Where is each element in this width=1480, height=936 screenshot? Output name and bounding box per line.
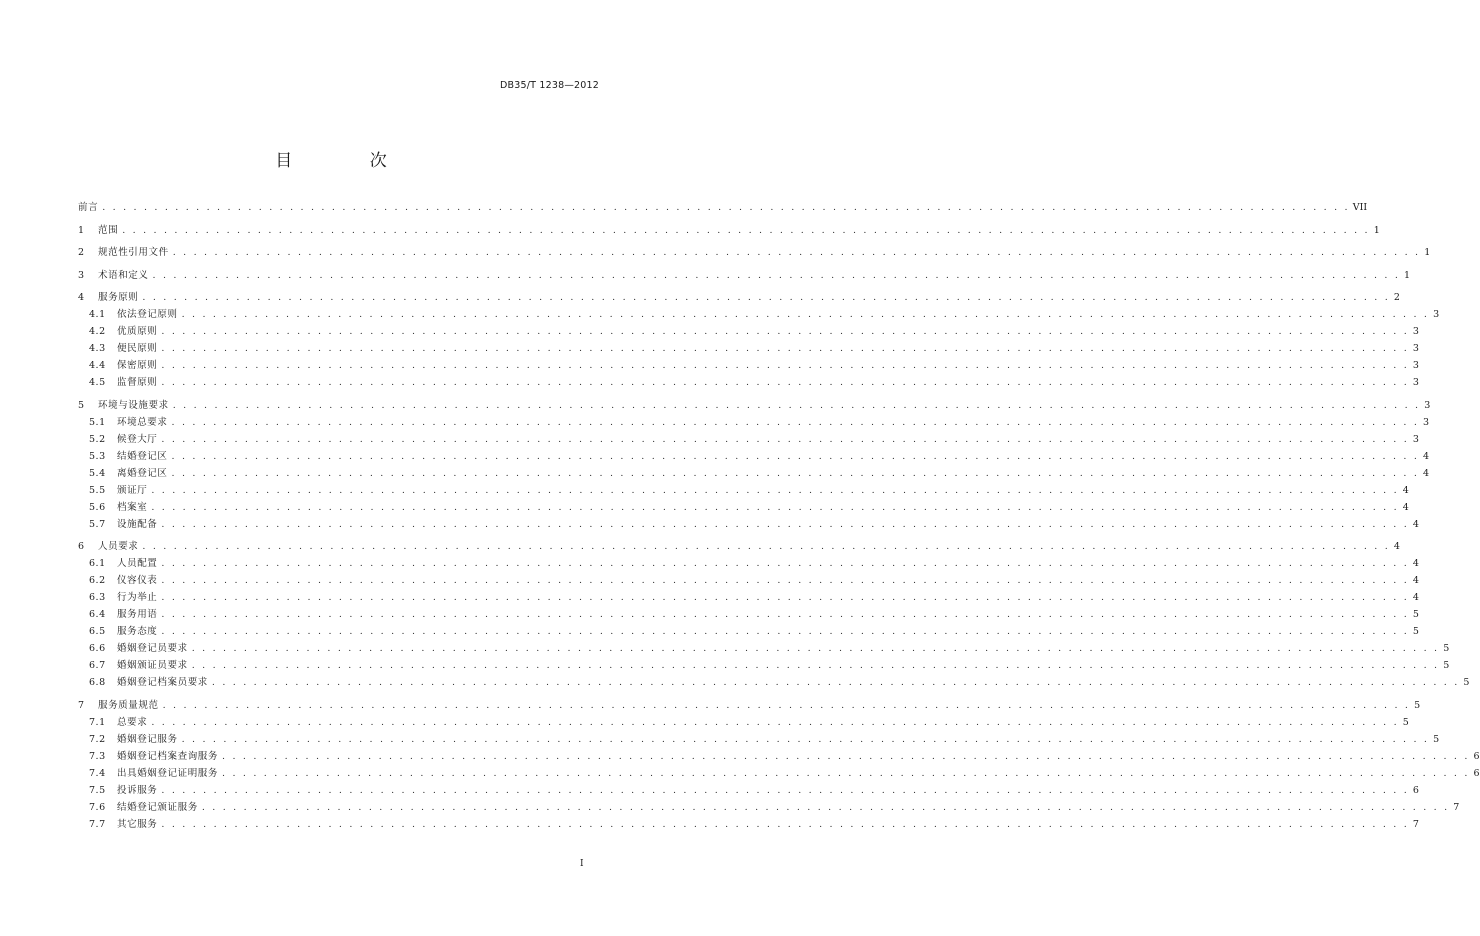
toc-entry-number: 5.4 [89, 467, 106, 479]
toc-leader-dots: . . . . . . . . . . . . . . . . . . . . . . . . . . . . . . . . . . . . . . . . . . . . . . . . . . . . . . . . . . . . . . . . . . . . . . . . . . . . . . . . . . . . . . . . . . . . . . . . . . . . . . . . . . . . . . . . . . . . . . . . [161, 818, 1409, 830]
toc-subentry [78, 482, 1409, 499]
toc-entry-page: VII [1352, 202, 1368, 213]
toc-entry-number: 5.1 [89, 416, 106, 428]
toc-entry-number: 4.5 [89, 377, 106, 388]
toc-leader-dots: . . . . . . . . . . . . . . . . . . . . . . . . . . . . . . . . . . . . . . . . . . . . . . . . . . . . . . . . . . . . . . . . . . . . . . . . . . . . . . . . . . . . . . . . . . . . . . . . . . . . . . . . . . . . . . . . . . . . . . . . [152, 269, 1401, 281]
toc-entry-number: 5.2 [89, 433, 106, 445]
toc-subentry [78, 499, 1409, 516]
toc-entry-label: 保密原则 [117, 360, 158, 371]
toc-entry-number: 6.4 [89, 609, 106, 620]
toc-entry-label: 离婚登记区 [117, 467, 168, 479]
toc-leader-dots: . . . . . . . . . . . . . . . . . . . . . . . . . . . . . . . . . . . . . . . . . . . . . . . . . . . . . . . . . . . . . . . . . . . . . . . . . . . . . . . . . . . . . . . . . . . . . . . . . . . . . . . . . . . . . . . . . . . . . . . . [161, 360, 1409, 371]
toc-entry-label: 档案室 [117, 501, 148, 513]
toc-entry-number: 2 [78, 247, 85, 258]
toc-entry-label: 监督原则 [117, 377, 158, 388]
toc-subentry [78, 657, 1450, 674]
toc-entry-label: 环境与设施要求 [98, 399, 169, 411]
toc-entry-page: 5 [1402, 716, 1409, 728]
toc-subentry [78, 674, 1470, 691]
toc-entry-page: 6 [1473, 767, 1480, 779]
toc-entry-page: 3 [1412, 433, 1419, 445]
toc-entry-number: 6.8 [89, 677, 106, 688]
toc-leader-dots: . . . . . . . . . . . . . . . . . . . . . . . . . . . . . . . . . . . . . . . . . . . . . . . . . . . . . . . . . . . . . . . . . . . . . . . . . . . . . . . . . . . . . . . . . . . . . . . . . . . . . . . . . . . . . . . . . . . . . . . . [151, 484, 1399, 496]
toc-leader-dots: . . . . . . . . . . . . . . . . . . . . . . . . . . . . . . . . . . . . . . . . . . . . . . . . . . . . . . . . . . . . . . . . . . . . . . . . . . . . . . . . . . . . . . . . . . . . . . . . . . . . . . . . . . . . . . . . . . . . . . . . [102, 202, 1350, 213]
toc-entry-page: 4 [1412, 518, 1419, 530]
toc-entry-page: 4 [1412, 575, 1419, 586]
toc-entry-page: 4 [1423, 467, 1430, 479]
toc-leader-dots: . . . . . . . . . . . . . . . . . . . . . . . . . . . . . . . . . . . . . . . . . . . . . . . . . . . . . . . . . . . . . . . . . . . . . . . . . . . . . . . . . . . . . . . . . . . . . . . . . . . . . . . . . . . . . . . . . . . . . . . . [142, 541, 1390, 552]
toc-entry-page: 4 [1412, 558, 1419, 569]
toc-entry [78, 199, 1368, 216]
toc-entry-page: 4 [1423, 450, 1430, 462]
toc-subentry [78, 572, 1419, 589]
page-number: I [580, 859, 584, 869]
toc-entry-page: 4 [1412, 592, 1419, 603]
toc-entry-page: 5 [1414, 699, 1421, 711]
toc-entry-page: 7 [1453, 801, 1460, 813]
toc-subentry [78, 516, 1419, 533]
toc-entry-page: 5 [1443, 643, 1450, 654]
toc-subentry [78, 465, 1430, 482]
toc-entry-number: 5.6 [89, 501, 106, 513]
toc-entry-page: 3 [1423, 416, 1430, 428]
toc-entry-page: 3 [1412, 377, 1419, 388]
toc-entry [78, 289, 1400, 306]
toc-leader-dots: . . . . . . . . . . . . . . . . . . . . . . . . . . . . . . . . . . . . . . . . . . . . . . . . . . . . . . . . . . . . . . . . . . . . . . . . . . . . . . . . . . . . . . . . . . . . . . . . . . . . . . . . . . . . . . . . . . . . . . . . [162, 699, 1411, 711]
toc-entry-number: 4.1 [89, 309, 106, 320]
toc-entry-label: 仪容仪表 [117, 575, 158, 586]
toc-entry-label: 服务质量规范 [98, 699, 159, 711]
toc-leader-dots: . . . . . . . . . . . . . . . . . . . . . . . . . . . . . . . . . . . . . . . . . . . . . . . . . . . . . . . . . . . . . . . . . . . . . . . . . . . . . . . . . . . . . . . . . . . . . . . . . . . . . . . . . . . . . . . . . . . . . . . . [171, 467, 1420, 479]
toc-entry-label: 婚姻登记服务 [117, 733, 178, 745]
toc-entry-page: 5 [1412, 609, 1419, 620]
toc-subentry [78, 555, 1419, 572]
toc-entry-label: 结婚登记区 [117, 450, 168, 462]
toc-entry-page: 3 [1412, 343, 1419, 354]
toc-subentry [78, 765, 1480, 782]
toc-entry-page: 6 [1412, 784, 1419, 796]
toc-leader-dots: . . . . . . . . . . . . . . . . . . . . . . . . . . . . . . . . . . . . . . . . . . . . . . . . . . . . . . . . . . . . . . . . . . . . . . . . . . . . . . . . . . . . . . . . . . . . . . . . . . . . . . . . . . . . . . . . . . . . . . . . [171, 450, 1420, 462]
toc-subentry [78, 640, 1450, 657]
toc-entry-label: 人员配置 [117, 558, 158, 569]
toc-leader-dots: . . . . . . . . . . . . . . . . . . . . . . . . . . . . . . . . . . . . . . . . . . . . . . . . . . . . . . . . . . . . . . . . . . . . . . . . . . . . . . . . . . . . . . . . . . . . . . . . . . . . . . . . . . . . . . . . . . . . . . . . [171, 416, 1420, 428]
toc-subentry [78, 731, 1440, 748]
toc-entry-number: 3 [78, 269, 85, 281]
toc-subentry [78, 748, 1480, 765]
toc-entry-number: 5.5 [89, 484, 106, 496]
toc-entry-number: 7.4 [89, 767, 106, 779]
toc-leader-dots: . . . . . . . . . . . . . . . . . . . . . . . . . . . . . . . . . . . . . . . . . . . . . . . . . . . . . . . . . . . . . . . . . . . . . . . . . . . . . . . . . . . . . . . . . . . . . . . . . . . . . . . . . . . . . . . . . . . . . . . . [161, 377, 1409, 388]
toc-entry-label: 候登大厅 [117, 433, 158, 445]
toc-entry-page: 4 [1402, 484, 1409, 496]
toc-entry-page: 5 [1433, 733, 1440, 745]
toc-leader-dots: . . . . . . . . . . . . . . . . . . . . . . . . . . . . . . . . . . . . . . . . . . . . . . . . . . . . . . . . . . . . . . . . . . . . . . . . . . . . . . . . . . . . . . . . . . . . . . . . . . . . . . . . . . . . . . . . . . . . . . . . [151, 716, 1399, 728]
toc-entry [78, 538, 1400, 555]
toc-entry-page: 2 [1393, 292, 1400, 303]
toc-subentry [78, 374, 1419, 391]
toc-entry-number: 5.3 [89, 450, 106, 462]
toc-entry-page: 3 [1412, 360, 1419, 371]
toc-subentry [78, 357, 1419, 374]
toc-entry-label: 出具婚姻登记证明服务 [117, 767, 219, 779]
table-of-contents [78, 199, 1480, 833]
toc-entry-page: 5 [1412, 626, 1419, 637]
toc-entry-number: 7 [78, 699, 85, 711]
toc-subentry [78, 782, 1419, 799]
toc-entry-label: 服务用语 [117, 609, 158, 620]
toc-entry-number: 6 [78, 541, 85, 552]
toc-subentry [78, 306, 1440, 323]
toc-leader-dots: . . . . . . . . . . . . . . . . . . . . . . . . . . . . . . . . . . . . . . . . . . . . . . . . . . . . . . . . . . . . . . . . . . . . . . . . . . . . . . . . . . . . . . . . . . . . . . . . . . . . . . . . . . . . . . . . . . . . . . . . [122, 224, 1370, 236]
toc-entry-label: 设施配备 [117, 518, 158, 530]
toc-entry-number: 7.1 [89, 716, 106, 728]
toc-entry-page: 1 [1404, 269, 1411, 281]
toc-entry-number: 4.4 [89, 360, 106, 371]
toc-leader-dots: . . . . . . . . . . . . . . . . . . . . . . . . . . . . . . . . . . . . . . . . . . . . . . . . . . . . . . . . . . . . . . . . . . . . . . . . . . . . . . . . . . . . . . . . . . . . . . . . . . . . . . . . . . . . . . . . . . . . . . . . [181, 733, 1430, 745]
toc-leader-dots: . . . . . . . . . . . . . . . . . . . . . . . . . . . . . . . . . . . . . . . . . . . . . . . . . . . . . . . . . . . . . . . . . . . . . . . . . . . . . . . . . . . . . . . . . . . . . . . . . . . . . . . . . . . . . . . . . . . . . . . . [142, 292, 1390, 303]
toc-entry-number: 6.3 [89, 592, 106, 603]
toc-entry-page: 3 [1424, 399, 1431, 411]
toc-entry-label: 婚姻登记档案员要求 [117, 677, 208, 688]
toc-leader-dots: . . . . . . . . . . . . . . . . . . . . . . . . . . . . . . . . . . . . . . . . . . . . . . . . . . . . . . . . . . . . . . . . . . . . . . . . . . . . . . . . . . . . . . . . . . . . . . . . . . . . . . . . . . . . . . . . . . . . . . . . [161, 575, 1409, 586]
toc-entry-number: 6.6 [89, 643, 106, 654]
toc-entry-label: 前言 [78, 202, 99, 213]
toc-entry-number: 5 [78, 399, 85, 411]
toc-leader-dots: . . . . . . . . . . . . . . . . . . . . . . . . . . . . . . . . . . . . . . . . . . . . . . . . . . . . . . . . . . . . . . . . . . . . . . . . . . . . . . . . . . . . . . . . . . . . . . . . . . . . . . . . . . . . . . . . . . . . . . . . [161, 592, 1409, 603]
toc-entry-label: 婚姻登记档案查询服务 [117, 750, 219, 762]
toc-subentry [78, 448, 1430, 465]
toc-leader-dots: . . . . . . . . . . . . . . . . . . . . . . . . . . . . . . . . . . . . . . . . . . . . . . . . . . . . . . . . . . . . . . . . . . . . . . . . . . . . . . . . . . . . . . . . . . . . . . . . . . . . . . . . . . . . . . . . . . . . . . . . [161, 326, 1409, 337]
toc-entry-number: 7.7 [89, 818, 106, 830]
toc-entry-number: 6.7 [89, 660, 106, 671]
toc-subentry [78, 323, 1419, 340]
toc-leader-dots: . . . . . . . . . . . . . . . . . . . . . . . . . . . . . . . . . . . . . . . . . . . . . . . . . . . . . . . . . . . . . . . . . . . . . . . . . . . . . . . . . . . . . . . . . . . . . . . . . . . . . . . . . . . . . . . . . . . . . . . . [222, 767, 1470, 779]
toc-subentry [78, 431, 1419, 448]
toc-entry-label: 婚姻颁证员要求 [117, 660, 188, 671]
toc-leader-dots: . . . . . . . . . . . . . . . . . . . . . . . . . . . . . . . . . . . . . . . . . . . . . . . . . . . . . . . . . . . . . . . . . . . . . . . . . . . . . . . . . . . . . . . . . . . . . . . . . . . . . . . . . . . . . . . . . . . . . . . . [172, 399, 1421, 411]
toc-subentry [78, 816, 1419, 833]
toc-entry-label: 优质原则 [117, 326, 158, 337]
toc-entry-page: 1 [1424, 247, 1431, 258]
toc-entry-label: 术语和定义 [98, 269, 149, 281]
toc-subentry [78, 714, 1409, 731]
toc-leader-dots: . . . . . . . . . . . . . . . . . . . . . . . . . . . . . . . . . . . . . . . . . . . . . . . . . . . . . . . . . . . . . . . . . . . . . . . . . . . . . . . . . . . . . . . . . . . . . . . . . . . . . . . . . . . . . . . . . . . . . . . . [161, 518, 1409, 530]
toc-leader-dots: . . . . . . . . . . . . . . . . . . . . . . . . . . . . . . . . . . . . . . . . . . . . . . . . . . . . . . . . . . . . . . . . . . . . . . . . . . . . . . . . . . . . . . . . . . . . . . . . . . . . . . . . . . . . . . . . . . . . . . . . [201, 801, 1450, 813]
toc-entry-label: 结婚登记颁证服务 [117, 801, 198, 813]
toc-leader-dots: . . . . . . . . . . . . . . . . . . . . . . . . . . . . . . . . . . . . . . . . . . . . . . . . . . . . . . . . . . . . . . . . . . . . . . . . . . . . . . . . . . . . . . . . . . . . . . . . . . . . . . . . . . . . . . . . . . . . . . . . [211, 677, 1460, 688]
toc-leader-dots: . . . . . . . . . . . . . . . . . . . . . . . . . . . . . . . . . . . . . . . . . . . . . . . . . . . . . . . . . . . . . . . . . . . . . . . . . . . . . . . . . . . . . . . . . . . . . . . . . . . . . . . . . . . . . . . . . . . . . . . . [181, 309, 1430, 320]
toc-entry-page: 1 [1373, 224, 1380, 236]
toc-subentry [78, 589, 1419, 606]
toc-entry-number: 5.7 [89, 518, 106, 530]
toc-subentry [78, 623, 1419, 640]
toc-entry-page: 6 [1473, 750, 1480, 762]
toc-entry-label: 行为举止 [117, 592, 158, 603]
toc-leader-dots: . . . . . . . . . . . . . . . . . . . . . . . . . . . . . . . . . . . . . . . . . . . . . . . . . . . . . . . . . . . . . . . . . . . . . . . . . . . . . . . . . . . . . . . . . . . . . . . . . . . . . . . . . . . . . . . . . . . . . . . . [161, 609, 1409, 620]
toc-entry-number: 4 [78, 292, 85, 303]
toc-entry-number: 6.1 [89, 558, 106, 569]
toc-entry-label: 颁证厅 [117, 484, 148, 496]
toc-entry [78, 697, 1421, 714]
toc-entry-label: 投诉服务 [117, 784, 158, 796]
toc-entry-number: 6.5 [89, 626, 106, 637]
toc-entry-number: 7.6 [89, 801, 106, 813]
toc-entry-number: 6.2 [89, 575, 106, 586]
toc-leader-dots: . . . . . . . . . . . . . . . . . . . . . . . . . . . . . . . . . . . . . . . . . . . . . . . . . . . . . . . . . . . . . . . . . . . . . . . . . . . . . . . . . . . . . . . . . . . . . . . . . . . . . . . . . . . . . . . . . . . . . . . . [191, 660, 1440, 671]
toc-entry-page: 5 [1443, 660, 1450, 671]
document-code: DB35/T 1238—2012 [500, 80, 599, 91]
toc-entry-label: 便民原则 [117, 343, 158, 354]
toc-leader-dots: . . . . . . . . . . . . . . . . . . . . . . . . . . . . . . . . . . . . . . . . . . . . . . . . . . . . . . . . . . . . . . . . . . . . . . . . . . . . . . . . . . . . . . . . . . . . . . . . . . . . . . . . . . . . . . . . . . . . . . . . [161, 433, 1409, 445]
toc-entry-label: 服务态度 [117, 626, 158, 637]
toc-entry-label: 总要求 [117, 716, 148, 728]
toc-entry-number: 7.2 [89, 733, 106, 745]
toc-leader-dots: . . . . . . . . . . . . . . . . . . . . . . . . . . . . . . . . . . . . . . . . . . . . . . . . . . . . . . . . . . . . . . . . . . . . . . . . . . . . . . . . . . . . . . . . . . . . . . . . . . . . . . . . . . . . . . . . . . . . . . . . [161, 343, 1409, 354]
toc-entry-label: 其它服务 [117, 818, 158, 830]
toc-leader-dots: . . . . . . . . . . . . . . . . . . . . . . . . . . . . . . . . . . . . . . . . . . . . . . . . . . . . . . . . . . . . . . . . . . . . . . . . . . . . . . . . . . . . . . . . . . . . . . . . . . . . . . . . . . . . . . . . . . . . . . . . [191, 643, 1440, 654]
toc-entry [78, 267, 1411, 284]
toc-leader-dots: . . . . . . . . . . . . . . . . . . . . . . . . . . . . . . . . . . . . . . . . . . . . . . . . . . . . . . . . . . . . . . . . . . . . . . . . . . . . . . . . . . . . . . . . . . . . . . . . . . . . . . . . . . . . . . . . . . . . . . . . [161, 784, 1409, 796]
toc-entry-number: 1 [78, 224, 85, 236]
toc-subentry [78, 799, 1460, 816]
toc-entry [78, 222, 1380, 239]
toc-entry-number: 4.2 [89, 326, 106, 337]
toc-entry-label: 范围 [98, 224, 119, 236]
toc-leader-dots: . . . . . . . . . . . . . . . . . . . . . . . . . . . . . . . . . . . . . . . . . . . . . . . . . . . . . . . . . . . . . . . . . . . . . . . . . . . . . . . . . . . . . . . . . . . . . . . . . . . . . . . . . . . . . . . . . . . . . . . . [161, 558, 1409, 569]
toc-entry-page: 5 [1463, 677, 1470, 688]
toc-title: 目 次 [275, 151, 423, 171]
toc-entry-label: 环境总要求 [117, 416, 168, 428]
toc-entry-page: 4 [1402, 501, 1409, 513]
toc-entry-page: 3 [1412, 326, 1419, 337]
toc-entry-label: 婚姻登记员要求 [117, 643, 188, 654]
toc-entry-number: 4.3 [89, 343, 106, 354]
toc-entry-label: 服务原则 [98, 292, 139, 303]
toc-entry-page: 7 [1412, 818, 1419, 830]
toc-leader-dots: . . . . . . . . . . . . . . . . . . . . . . . . . . . . . . . . . . . . . . . . . . . . . . . . . . . . . . . . . . . . . . . . . . . . . . . . . . . . . . . . . . . . . . . . . . . . . . . . . . . . . . . . . . . . . . . . . . . . . . . . [172, 247, 1421, 258]
toc-entry-label: 依法登记原则 [117, 309, 178, 320]
toc-entry-label: 人员要求 [98, 541, 139, 552]
toc-subentry [78, 606, 1419, 623]
toc-subentry [78, 340, 1419, 357]
toc-leader-dots: . . . . . . . . . . . . . . . . . . . . . . . . . . . . . . . . . . . . . . . . . . . . . . . . . . . . . . . . . . . . . . . . . . . . . . . . . . . . . . . . . . . . . . . . . . . . . . . . . . . . . . . . . . . . . . . . . . . . . . . . [151, 501, 1399, 513]
toc-entry [78, 244, 1431, 261]
toc-entry-label: 规范性引用文件 [98, 247, 169, 258]
toc-leader-dots: . . . . . . . . . . . . . . . . . . . . . . . . . . . . . . . . . . . . . . . . . . . . . . . . . . . . . . . . . . . . . . . . . . . . . . . . . . . . . . . . . . . . . . . . . . . . . . . . . . . . . . . . . . . . . . . . . . . . . . . . [161, 626, 1409, 637]
toc-entry-page: 3 [1433, 309, 1440, 320]
toc-leader-dots: . . . . . . . . . . . . . . . . . . . . . . . . . . . . . . . . . . . . . . . . . . . . . . . . . . . . . . . . . . . . . . . . . . . . . . . . . . . . . . . . . . . . . . . . . . . . . . . . . . . . . . . . . . . . . . . . . . . . . . . . [222, 750, 1470, 762]
toc-entry-number: 7.3 [89, 750, 106, 762]
toc-subentry [78, 414, 1430, 431]
toc-entry-page: 4 [1393, 541, 1400, 552]
toc-entry-number: 7.5 [89, 784, 106, 796]
toc-entry [78, 397, 1431, 414]
